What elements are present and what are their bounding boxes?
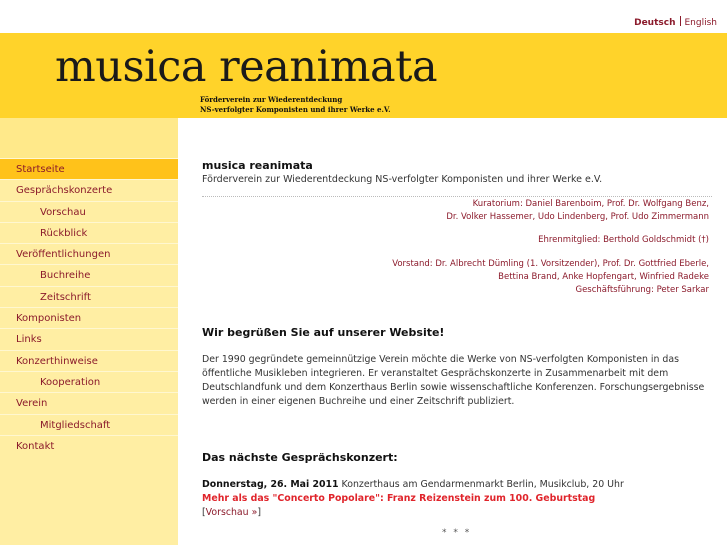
nav-kontakt[interactable]: Kontakt <box>0 435 178 456</box>
page-title: musica reanimata <box>202 159 313 172</box>
nav-zeitschrift[interactable]: Zeitschrift <box>0 286 178 307</box>
concert-date: Donnerstag, 26. Mai 2011 <box>202 479 339 490</box>
nav-komponisten[interactable]: Komponisten <box>0 307 178 328</box>
language-english[interactable]: English <box>684 18 717 28</box>
main-content <box>178 118 727 545</box>
nav-kooperation[interactable]: Kooperation <box>0 371 178 392</box>
language-separator <box>680 16 681 26</box>
vorstand-line-1: Vorstand: Dr. Albrecht Dümling (1. Vorsitzender), Prof. Dr. Gottfried Eberle, <box>392 259 709 269</box>
nav-startseite[interactable]: Startseite <box>0 158 178 179</box>
nav-konzerthinweise[interactable]: Konzerthinweise <box>0 350 178 371</box>
divider <box>202 196 712 197</box>
next-concert-info <box>202 478 712 520</box>
bracket-open: [ <box>202 507 206 518</box>
vorschau-link-line <box>202 506 712 520</box>
ehrenmitglied-block <box>202 234 709 247</box>
kuratorium-line-1: Kuratorium: Daniel Barenboim, Prof. Dr. Wolfgang Benz, <box>472 199 709 209</box>
nav-buchreihe[interactable]: Buchreihe <box>0 264 178 285</box>
next-concert-heading: Das nächste Gesprächskonzert: <box>202 451 398 464</box>
vorstand-line-3: Geschäftsführung: Peter Sarkar <box>575 285 709 295</box>
language-deutsch[interactable]: Deutsch <box>634 18 676 28</box>
tagline-line-1: Förderverein zur Wiederentdeckung <box>200 95 343 104</box>
nav-rueckblick[interactable]: Rückblick <box>0 222 178 243</box>
vorschau-link[interactable]: Vorschau » <box>205 507 258 518</box>
vorstand-block <box>202 258 709 297</box>
sidebar-top-band <box>0 118 178 158</box>
concert-program: Mehr als das "Concerto Popolare": Franz Reizenstein zum 100. Geburtstag <box>202 493 596 504</box>
nav-links[interactable]: Links <box>0 328 178 349</box>
ehrenmitglied-line: Ehrenmitglied: Berthold Goldschmidt (†) <box>538 235 709 245</box>
language-switcher <box>634 16 717 28</box>
tagline-line-2: NS-verfolgter Komponisten und ihrer Werke e.V. <box>200 105 391 114</box>
sidebar <box>0 118 178 545</box>
bracket-close: ] <box>257 507 262 518</box>
site-tagline <box>200 95 391 115</box>
nav-mitgliedschaft[interactable]: Mitgliedschaft <box>0 414 178 435</box>
nav-verein[interactable]: Verein <box>0 392 178 413</box>
welcome-heading: Wir begrüßen Sie auf unserer Website! <box>202 326 445 339</box>
nav-veroeffentlichungen[interactable]: Veröffentlichungen <box>0 243 178 264</box>
vorstand-line-2: Bettina Brand, Anke Hopfengart, Winfried Radeke <box>498 272 709 282</box>
kuratorium-line-2: Dr. Volker Hassemer, Udo Lindenberg, Prof. Udo Zimmermann <box>446 212 709 222</box>
site-logo[interactable]: musica reanimata <box>55 42 438 92</box>
header-banner <box>0 33 727 118</box>
concert-venue: Konzerthaus am Gendarmenmarkt Berlin, Musikclub, 20 Uhr <box>338 479 624 490</box>
section-separator-stars: * * * <box>442 528 472 538</box>
nav-vorschau[interactable]: Vorschau <box>0 201 178 222</box>
nav-gespraechskonzerte[interactable]: Gesprächskonzerte <box>0 179 178 200</box>
page-subtitle: Förderverein zur Wiederentdeckung NS-verfolgter Komponisten und ihrer Werke e.V. <box>202 174 603 185</box>
intro-paragraph: Der 1990 gegründete gemeinnützige Verein möchte die Werke von NS-verfolgten Komponisten in das öffentliche Musikleben integrieren. Er veranstaltet Gesprächskonzerte in Zusammenarbeit mit dem Deutschlandfunk und dem Konzerthaus Berlin sowie wissenschaftliche Konferenzen. Forschungsergebnisse werden in einer eigenen Buchreihe und einer Zeitschrift publiziert. <box>202 354 705 407</box>
kuratorium-block <box>202 198 709 224</box>
concert-line <box>202 478 712 492</box>
